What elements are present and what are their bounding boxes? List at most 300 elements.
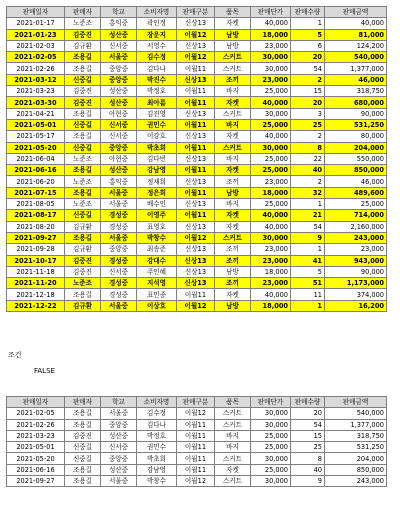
result-cell[interactable]: 2021-02-26 [7,419,65,430]
result-cell[interactable]: 이월11 [177,464,215,475]
table-cell[interactable]: 2021-03-30 [7,97,65,108]
table-cell[interactable]: 자켓 [215,210,251,221]
result-cell[interactable]: 권민수 [137,442,177,453]
table-cell[interactable]: 남방 [215,40,251,51]
result-cell[interactable]: 중앙중 [101,419,137,430]
result-cell[interactable]: 25 [291,442,325,453]
table-cell[interactable]: 신상13 [177,255,215,266]
result-cell[interactable]: 스커트 [215,419,251,430]
table-cell[interactable]: 2 [291,176,325,187]
table-cell[interactable]: 51 [291,278,325,289]
table-cell[interactable]: 2021-01-23 [7,29,65,40]
column-header[interactable]: 판매일자 [7,7,65,18]
result-cell[interactable]: 이월12 [177,408,215,419]
table-cell[interactable]: 2021-07-15 [7,187,65,198]
result-cell[interactable]: 김다나 [137,419,177,430]
table-cell[interactable]: 남방 [215,29,251,40]
table-cell[interactable]: 권민수 [137,119,177,130]
table-cell[interactable]: 243,000 [325,232,387,243]
table-cell[interactable]: 23,000 [251,40,291,51]
table-cell[interactable]: 바지 [215,199,251,210]
result-cell[interactable]: 2021-02-05 [7,408,65,419]
result-cell[interactable]: 2021-06-16 [7,464,65,475]
table-cell[interactable]: 신상13 [177,108,215,119]
table-cell[interactable]: 1 [291,199,325,210]
result-cell[interactable]: 25,000 [251,442,291,453]
result-cell[interactable]: 스커트 [215,453,251,464]
table-cell[interactable]: 최송준 [137,244,177,255]
table-cell[interactable]: 이월11 [177,165,215,176]
table-cell[interactable]: 374,000 [325,289,387,300]
table-cell[interactable]: 40,000 [251,210,291,221]
table-cell[interactable]: 16,200 [325,300,387,311]
table-cell[interactable]: 1 [291,244,325,255]
result-cell[interactable]: 중앙중 [101,453,137,464]
result-cell[interactable]: 40 [291,464,325,475]
table-cell[interactable]: 2021-03-12 [7,74,65,85]
table-cell[interactable]: 신중길 [65,74,101,85]
table-cell[interactable]: 40,000 [251,97,291,108]
table-cell[interactable]: 표영호 [137,221,177,232]
table-cell[interactable]: 이월11 [177,210,215,221]
table-cell[interactable]: 아현중 [101,108,137,119]
table-cell[interactable]: 남방 [215,300,251,311]
table-cell[interactable]: 신상13 [177,176,215,187]
table-cell[interactable]: 바지 [215,153,251,164]
table-cell[interactable]: 2021-11-20 [7,278,65,289]
table-cell[interactable]: 25 [291,119,325,130]
table-cell[interactable]: 23,000 [251,244,291,255]
result-cell[interactable]: 15 [291,430,325,441]
result-cell[interactable]: 바지 [215,430,251,441]
table-cell[interactable]: 이월11 [177,187,215,198]
table-cell[interactable]: 40,000 [251,131,291,142]
table-cell[interactable]: 조끼 [215,255,251,266]
table-cell[interactable]: 바지 [215,119,251,130]
table-cell[interactable]: 2021-03-23 [7,86,65,97]
table-cell[interactable]: 박진수 [137,74,177,85]
table-cell[interactable]: 2021-12-18 [7,289,65,300]
result-cell[interactable]: 박정호 [137,430,177,441]
table-cell[interactable]: 조용길 [65,108,101,119]
table-cell[interactable]: 장운지 [137,29,177,40]
table-cell[interactable]: 2 [291,74,325,85]
table-cell[interactable]: 신상13 [177,74,215,85]
table-cell[interactable]: 조용길 [65,131,101,142]
table-cell[interactable]: 신상13 [177,40,215,51]
table-cell[interactable]: 23,000 [251,74,291,85]
table-cell[interactable]: 이월11 [177,86,215,97]
table-cell[interactable]: 서울중 [101,187,137,198]
table-cell[interactable]: 2021-11-18 [7,266,65,277]
table-cell[interactable]: 곽인정 [137,18,177,29]
table-cell[interactable]: 2021-12-22 [7,300,65,311]
column-header[interactable]: 판매수량 [291,397,325,408]
table-cell[interactable]: 이월12 [177,52,215,63]
table-cell[interactable]: 신서중 [101,266,137,277]
column-header[interactable]: 판매자 [65,397,101,408]
table-cell[interactable]: 조끼 [215,176,251,187]
table-cell[interactable]: 홍익중 [101,176,137,187]
table-cell[interactable]: 1,173,000 [325,278,387,289]
table-cell[interactable]: 32 [291,187,325,198]
result-cell[interactable]: 조용길 [65,476,101,487]
table-cell[interactable]: 23,000 [251,278,291,289]
table-cell[interactable]: 5 [291,266,325,277]
table-cell[interactable]: 자켓 [215,131,251,142]
result-cell[interactable]: 54 [291,419,325,430]
table-cell[interactable]: 이영주 [137,210,177,221]
table-cell[interactable]: 서영수 [137,40,177,51]
table-cell[interactable]: 경성중 [101,289,137,300]
table-cell[interactable]: 2021-08-17 [7,210,65,221]
table-cell[interactable]: 81,000 [325,29,387,40]
table-cell[interactable]: 18,000 [251,29,291,40]
table-cell[interactable]: 배수인 [137,199,177,210]
result-cell[interactable]: 성산중 [101,464,137,475]
table-cell[interactable]: 김다나 [137,63,177,74]
table-cell[interactable]: 경성중 [101,278,137,289]
result-cell[interactable]: 신서중 [101,442,137,453]
table-cell[interactable]: 스커트 [215,52,251,63]
table-cell[interactable]: 신중길 [65,210,101,221]
table-cell[interactable]: 신중길 [65,119,101,130]
table-cell[interactable]: 박초희 [137,142,177,153]
column-header[interactable]: 판매단가 [251,7,291,18]
result-cell[interactable]: 이월11 [177,419,215,430]
table-cell[interactable]: 850,000 [325,165,387,176]
table-cell[interactable]: 3 [291,108,325,119]
table-cell[interactable]: 25,000 [251,165,291,176]
result-cell[interactable]: 2021-03-23 [7,430,65,441]
table-cell[interactable]: 이상호 [137,300,177,311]
result-cell[interactable]: 스커트 [215,476,251,487]
result-cell[interactable]: 9 [291,476,325,487]
table-cell[interactable]: 노준조 [65,176,101,187]
table-cell[interactable]: 신상13 [177,199,215,210]
table-cell[interactable]: 2021-09-28 [7,244,65,255]
table-cell[interactable]: 중앙중 [101,74,137,85]
table-cell[interactable]: 이월12 [177,300,215,311]
table-cell[interactable]: 성산중 [101,29,137,40]
table-cell[interactable]: 조용길 [65,289,101,300]
table-cell[interactable]: 주인혜 [137,266,177,277]
result-cell[interactable]: 신중길 [65,453,101,464]
table-cell[interactable]: 2021-08-05 [7,199,65,210]
table-cell[interactable]: 714,000 [325,210,387,221]
table-cell[interactable]: 홍익중 [101,18,137,29]
table-cell[interactable]: 노준조 [65,153,101,164]
table-cell[interactable]: 25,000 [251,153,291,164]
table-cell[interactable]: 중앙중 [101,63,137,74]
table-cell[interactable]: 2021-10-17 [7,255,65,266]
table-cell[interactable]: 30,000 [251,142,291,153]
table-cell[interactable]: 30,000 [251,108,291,119]
table-cell[interactable]: 2021-05-01 [7,119,65,130]
table-cell[interactable]: 2021-05-17 [7,131,65,142]
table-cell[interactable]: 스커트 [215,63,251,74]
table-cell[interactable]: 2021-01-17 [7,18,65,29]
result-cell[interactable]: 스커트 [215,408,251,419]
table-cell[interactable]: 강남영 [137,165,177,176]
table-cell[interactable]: 경성중 [101,221,137,232]
table-cell[interactable]: 중앙중 [101,142,137,153]
result-cell[interactable]: 8 [291,453,325,464]
result-cell[interactable]: 이월11 [177,453,215,464]
table-cell[interactable]: 40,000 [325,18,387,29]
table-cell[interactable]: 정은희 [137,187,177,198]
table-cell[interactable]: 20 [291,97,325,108]
table-cell[interactable]: 성산중 [101,97,137,108]
table-cell[interactable]: 스커트 [215,142,251,153]
result-cell[interactable]: 조용길 [65,419,101,430]
table-cell[interactable]: 자켓 [215,18,251,29]
table-cell[interactable]: 40,000 [251,289,291,300]
table-cell[interactable]: 46,000 [325,176,387,187]
table-cell[interactable]: 조끼 [215,244,251,255]
table-cell[interactable]: 6 [291,40,325,51]
table-cell[interactable]: 11 [291,289,325,300]
result-cell[interactable]: 이월11 [177,430,215,441]
table-cell[interactable]: 김진영 [137,108,177,119]
column-header[interactable]: 판매수량 [291,7,325,18]
result-cell[interactable]: 318,750 [325,430,387,441]
table-cell[interactable]: 신상13 [177,278,215,289]
column-header[interactable]: 판매단가 [251,397,291,408]
table-cell[interactable]: 이월12 [177,232,215,243]
table-cell[interactable]: 이강호 [137,131,177,142]
table-cell[interactable]: 김규환 [65,40,101,51]
table-cell[interactable]: 이월11 [177,142,215,153]
table-cell[interactable]: 2 [291,131,325,142]
table-cell[interactable]: 신서중 [101,119,137,130]
result-cell[interactable]: 성산중 [101,430,137,441]
table-cell[interactable]: 스커트 [215,232,251,243]
table-cell[interactable]: 25,000 [325,199,387,210]
result-cell[interactable]: 신중길 [65,442,101,453]
column-header[interactable]: 학교 [101,7,137,18]
table-cell[interactable]: 신상13 [177,131,215,142]
result-cell[interactable]: 박초희 [137,453,177,464]
table-cell[interactable]: 조끼 [215,278,251,289]
table-cell[interactable]: 2021-06-04 [7,153,65,164]
table-cell[interactable]: 이월11 [177,97,215,108]
table-cell[interactable]: 김중진 [65,29,101,40]
result-cell[interactable]: 조용길 [65,464,101,475]
table-cell[interactable]: 노준조 [65,18,101,29]
table-cell[interactable]: 자켓 [215,221,251,232]
table-cell[interactable]: 25,000 [251,199,291,210]
table-cell[interactable]: 18,000 [251,187,291,198]
result-cell[interactable]: 1,377,000 [325,419,387,430]
result-cell[interactable]: 30,000 [251,419,291,430]
result-cell[interactable]: 850,000 [325,464,387,475]
table-cell[interactable]: 김규환 [65,221,101,232]
result-cell[interactable]: 540,000 [325,408,387,419]
table-cell[interactable]: 25,000 [251,119,291,130]
table-cell[interactable]: 이월11 [177,63,215,74]
table-cell[interactable]: 1 [291,18,325,29]
column-header[interactable]: 소비자명 [137,397,177,408]
table-cell[interactable]: 18,000 [251,300,291,311]
table-cell[interactable]: 21 [291,210,325,221]
column-header[interactable]: 판매일자 [7,397,65,408]
table-cell[interactable]: 경성중 [101,210,137,221]
table-cell[interactable]: 지석영 [137,278,177,289]
table-cell[interactable]: 김다빈 [137,153,177,164]
table-cell[interactable]: 조용길 [65,165,101,176]
table-cell[interactable]: 40,000 [251,18,291,29]
table-cell[interactable]: 중앙중 [101,244,137,255]
table-cell[interactable]: 2,160,000 [325,221,387,232]
table-cell[interactable]: 노준조 [65,278,101,289]
result-cell[interactable]: 531,250 [325,442,387,453]
table-cell[interactable]: 54 [291,221,325,232]
result-cell[interactable]: 이월12 [177,476,215,487]
table-cell[interactable]: 2021-09-27 [7,232,65,243]
table-cell[interactable]: 아현중 [101,153,137,164]
column-header[interactable]: 판매금액 [325,397,387,408]
table-cell[interactable]: 김수정 [137,52,177,63]
result-cell[interactable]: 김중진 [65,430,101,441]
table-cell[interactable]: 30,000 [251,232,291,243]
table-cell[interactable]: 1 [291,300,325,311]
table-cell[interactable]: 이월11 [177,119,215,130]
table-cell[interactable]: 스커트 [215,108,251,119]
column-header[interactable]: 판매자 [65,7,101,18]
result-cell[interactable]: 서울중 [101,476,137,487]
table-cell[interactable]: 8 [291,142,325,153]
table-cell[interactable]: 이월11 [177,289,215,300]
result-cell[interactable]: 서울중 [101,408,137,419]
table-cell[interactable]: 신서중 [101,131,137,142]
result-cell[interactable]: 25,000 [251,430,291,441]
column-header[interactable]: 판매구분 [177,7,215,18]
table-cell[interactable]: 이월12 [177,29,215,40]
table-cell[interactable]: 신상13 [177,266,215,277]
table-cell[interactable]: 20 [291,52,325,63]
table-cell[interactable]: 신상13 [177,18,215,29]
result-cell[interactable]: 이월11 [177,442,215,453]
table-cell[interactable]: 5 [291,29,325,40]
table-cell[interactable]: 김중진 [65,86,101,97]
column-header[interactable]: 판매금액 [325,7,387,18]
result-cell[interactable]: 30,000 [251,408,291,419]
table-cell[interactable]: 25,000 [251,86,291,97]
table-cell[interactable]: 신상13 [177,153,215,164]
table-cell[interactable]: 30,000 [251,63,291,74]
table-cell[interactable]: 표민종 [137,289,177,300]
result-cell[interactable]: 조용길 [65,408,101,419]
table-cell[interactable]: 1,377,000 [325,63,387,74]
table-cell[interactable]: 40 [291,165,325,176]
result-cell[interactable]: 2021-09-27 [7,476,65,487]
table-cell[interactable]: 90,000 [325,108,387,119]
table-cell[interactable]: 2021-08-20 [7,221,65,232]
result-cell[interactable]: 자켓 [215,464,251,475]
table-cell[interactable]: 남방 [215,266,251,277]
result-cell[interactable]: 243,000 [325,476,387,487]
table-cell[interactable]: 조용길 [65,63,101,74]
table-cell[interactable]: 신중길 [65,142,101,153]
table-cell[interactable]: 550,000 [325,153,387,164]
table-cell[interactable]: 조용길 [65,52,101,63]
table-cell[interactable]: 신서중 [101,40,137,51]
table-cell[interactable]: 박창수 [137,232,177,243]
table-cell[interactable]: 54 [291,63,325,74]
table-cell[interactable]: 자켓 [215,165,251,176]
table-cell[interactable]: 680,000 [325,97,387,108]
table-cell[interactable]: 540,000 [325,52,387,63]
table-cell[interactable]: 김중진 [65,255,101,266]
table-cell[interactable]: 서울중 [101,300,137,311]
table-cell[interactable]: 2021-02-03 [7,40,65,51]
table-cell[interactable]: 강대수 [137,255,177,266]
result-cell[interactable]: 30,000 [251,453,291,464]
table-cell[interactable]: 김중진 [65,97,101,108]
table-cell[interactable]: 943,000 [325,255,387,266]
table-cell[interactable]: 318,750 [325,86,387,97]
result-cell[interactable]: 2021-05-01 [7,442,65,453]
result-cell[interactable]: 20 [291,408,325,419]
table-cell[interactable]: 124,200 [325,40,387,51]
table-cell[interactable]: 신상13 [177,221,215,232]
table-cell[interactable]: 박정호 [137,86,177,97]
table-cell[interactable]: 23,000 [325,244,387,255]
column-header[interactable]: 품목 [215,397,251,408]
column-header[interactable]: 품목 [215,7,251,18]
column-header[interactable]: 학교 [101,397,137,408]
condition-value[interactable]: FALSE [34,367,55,375]
table-cell[interactable]: 바지 [215,86,251,97]
table-cell[interactable]: 최아름 [137,97,177,108]
table-cell[interactable]: 서울중 [101,232,137,243]
table-cell[interactable]: 조끼 [215,74,251,85]
table-cell[interactable]: 9 [291,232,325,243]
table-cell[interactable]: 조용길 [65,187,101,198]
table-cell[interactable]: 531,250 [325,119,387,130]
result-cell[interactable]: 204,000 [325,453,387,464]
table-cell[interactable]: 18,000 [251,266,291,277]
result-cell[interactable]: 25,000 [251,464,291,475]
table-cell[interactable]: 2021-04-21 [7,108,65,119]
table-cell[interactable]: 30,000 [251,52,291,63]
table-cell[interactable]: 23,000 [251,255,291,266]
table-cell[interactable]: 90,000 [325,266,387,277]
result-cell[interactable]: 바지 [215,442,251,453]
table-cell[interactable]: 자켓 [215,97,251,108]
table-cell[interactable]: 46,000 [325,74,387,85]
table-cell[interactable]: 2021-02-05 [7,52,65,63]
table-cell[interactable]: 정재희 [137,176,177,187]
table-cell[interactable]: 40,000 [251,221,291,232]
result-cell[interactable]: 김수정 [137,408,177,419]
table-cell[interactable]: 자켓 [215,289,251,300]
result-cell[interactable]: 강남영 [137,464,177,475]
table-cell[interactable]: 80,000 [325,131,387,142]
result-cell[interactable]: 2021-05-20 [7,453,65,464]
table-cell[interactable]: 김중진 [65,266,101,277]
table-cell[interactable]: 서울중 [101,52,137,63]
table-cell[interactable]: 노준조 [65,199,101,210]
table-cell[interactable]: 남방 [215,187,251,198]
table-cell[interactable]: 성산중 [101,165,137,176]
result-cell[interactable]: 박창수 [137,476,177,487]
table-cell[interactable]: 489,600 [325,187,387,198]
table-cell[interactable]: 경성중 [101,255,137,266]
table-cell[interactable]: 신상13 [177,244,215,255]
condition-label[interactable]: 조건 [8,351,22,359]
